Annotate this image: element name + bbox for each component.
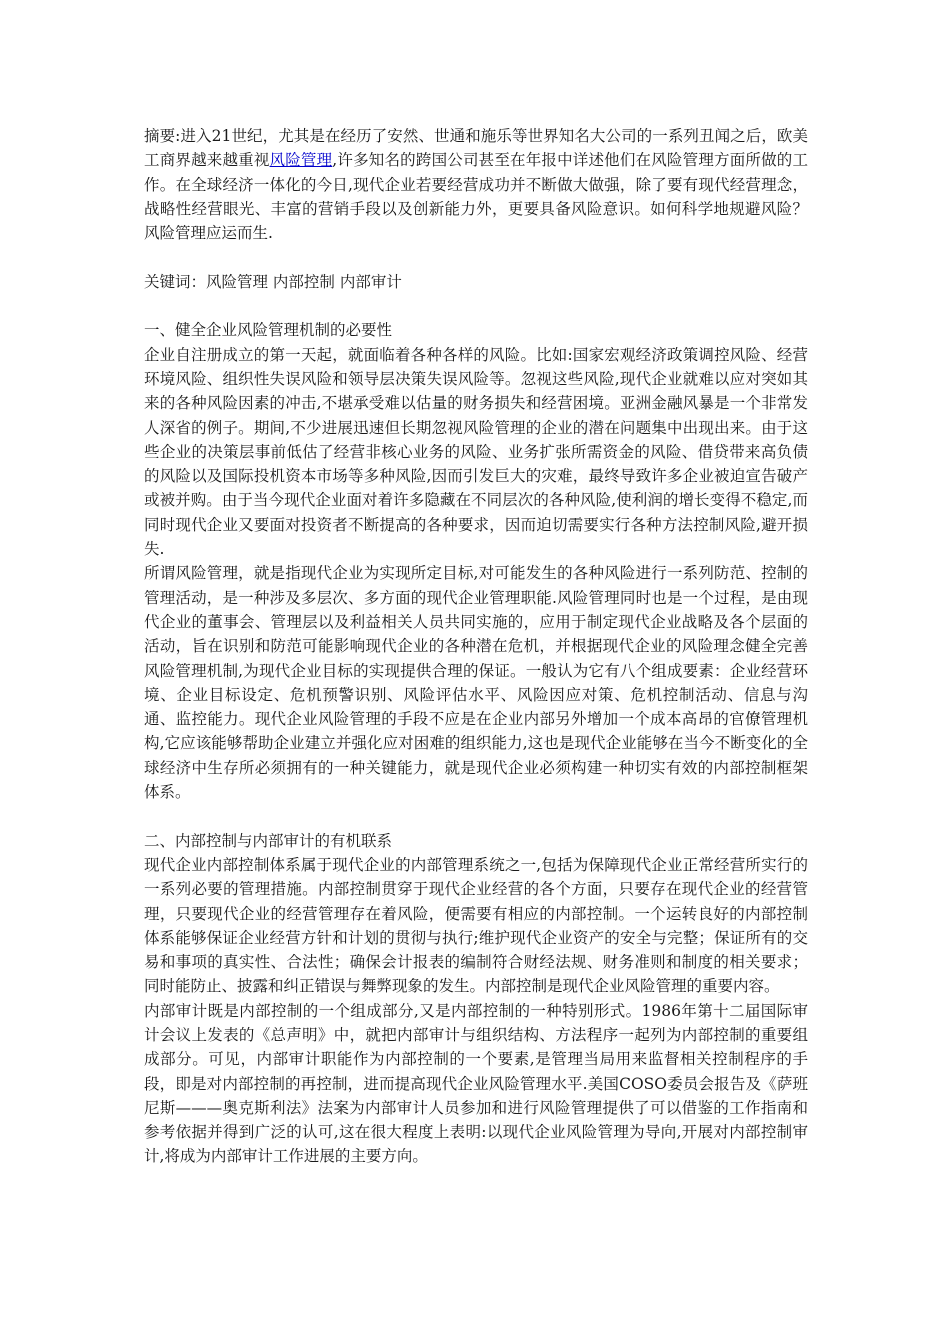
abstract-text-end: ,许多知名的跨国公司甚至在年报中详述他们在风险管理方面所做的工作。在全球经济一体化的今日,现代企业若要经营成功并不断做大做强，除了要有现代经营理念，战略性经营眼光、丰富的营销手段以及创新能力外，更要具备风险意识。如何科学地规避风险？风险管理应运而生. — [144, 151, 808, 243]
section-1-heading: 一、健全企业风险管理机制的必要性 — [144, 321, 393, 340]
section-2-heading: 二、内部控制与内部审计的有机联系 — [144, 831, 393, 850]
document-body — [144, 124, 808, 1169]
section-2-paragraph-1: 现代企业内部控制体系属于现代企业的内部管理系统之一,包括为保障现代企业正常经营所实行的一系列必要的管理措施。内部控制贯穿于现代企业经营的各个方面，只要存在现代企业的经营管理，只要现代企业的经营管理存在着风险，便需要有相应的内部控制。一个运转良好的内部控制体系能够保证企业经营方针和计划的贯彻与执行;维护现代企业资产的安全与完整；保证所有的交易和事项的真实性、合法性；确保会计报表的编制符合财经法规、财务准则和制度的相关要求；同时能防止、披露和纠正错误与舞弊现象的发生。内部控制是现代企业风险管理的重要内容。 — [144, 855, 808, 996]
abstract-text-start: 摘要:进入21世纪，尤其是在经历了安然、世通和施乐等世界知名大公司的一系列丑闻之后，欧美工商界越来越重视 — [144, 127, 808, 170]
paragraph-gap — [144, 245, 808, 269]
risk-management-link[interactable]: 风险管理 — [269, 151, 333, 170]
keywords-line: 关键词：风险管理 内部控制 内部审计 — [144, 272, 402, 291]
abstract-paragraph — [144, 124, 808, 245]
section-2-paragraph-2: 内部审计既是内部控制的一个组成部分,又是内部控制的一种特别形式。1986年第十二届国际审计会议上发表的《总声明》中，就把内部审计与组织结构、方法程序一起列为内部控制的重要组成部分。可见，内部审计职能作为内部控制的一个要素,是管理当局用来监督相关控制程序的手段，即是对内部控制的再控制，进而提高现代企业风险管理水平.美国COSO委员会报告及《萨班尼斯———奥克斯利法》法案为内部审计人员参加和进行风险管理提供了可以借鉴的工作指南和参考依据并得到广泛的认可,这在很大程度上表明:以现代企业风险管理为导向,开展对内部控制审计,将成为内部审计工作进展的主要方向。 — [144, 1001, 808, 1166]
section-1-paragraph-2: 所谓风险管理，就是指现代企业为实现所定目标,对可能发生的各种风险进行一系列防范、控制的管理活动，是一种涉及多层次、多方面的现代企业管理职能.风险管理同时也是一个过程，是由现代企业的董事会、管理层以及利益相关人员共同实施的，应用于制定现代企业战略及各个层面的活动，旨在识别和防范可能影响现代企业的各种潜在危机，并根据现代企业的风险理念健全完善风险管理机制,为现代企业目标的实现提供合理的保证。一般认为它有八个组成要素：企业经营环境、企业目标设定、危机预警识别、风险评估水平、风险因应对策、危机控制活动、信息与沟通、监控能力。现代企业风险管理的手段不应是在企业内部另外增加一个成本高昂的官僚管理机构,它应该能够帮助企业建立并强化应对困难的组织能力,这也是现代企业能够在当今不断变化的全球经济中生存所必须拥有的一种关键能力，就是现代企业必须构建一种切实有效的内部控制框架体系。 — [144, 564, 808, 802]
section-1-paragraph-1: 企业自注册成立的第一天起，就面临着各种各样的风险。比如:国家宏观经济政策调控风险、经营环境风险、组织性失误风险和领导层决策失误风险等。忽视这些风险,现代企业就难以应对突如其来的各种风险因素的冲击,不堪承受难以估量的财务损失和经营困境。亚洲金融风暴是一个非常发人深省的例子。期间,不少进展迅速但长期忽视风险管理的企业的潜在问题集中出现出来。由于这些企业的决策层事前低估了经营非核心业务的风险、业务扩张所需资金的风险、借贷带来高负债的风险以及国际投机资本市场等多种风险,因而引发巨大的灾难，最终导致许多企业被迫宣告破产或被并购。由于当今现代企业面对着许多隐藏在不同层次的各种风险,使利润的增长变得不稳定,而同时现代企业又要面对投资者不断提高的各种要求，因而迫切需要实行各种方法控制风险,避开损失. — [144, 345, 808, 559]
paragraph-gap — [144, 804, 808, 828]
paragraph-gap — [144, 294, 808, 318]
